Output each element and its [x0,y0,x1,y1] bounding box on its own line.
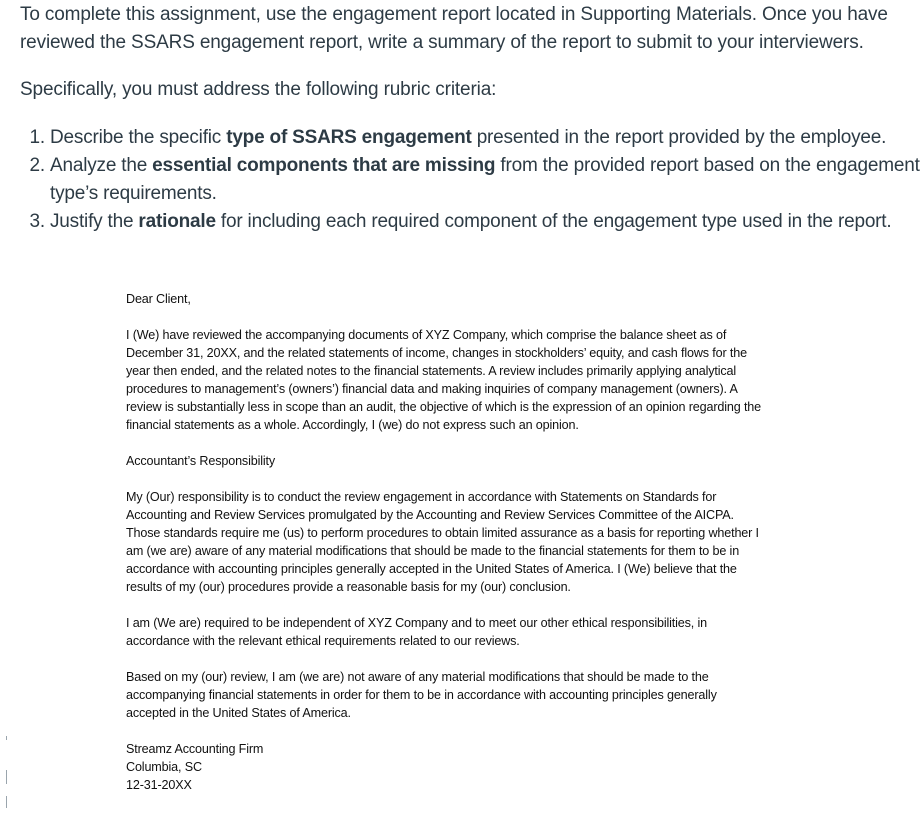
letter-section-heading: Accountant’s Responsibility [126,454,276,468]
letter-paragraph: My (Our) responsibility is to conduct the review engagement in accordance with Statements on Standards for Accounting and Review Services promulgated by the Accounting and Review Services Committee of the AICPA. Those standards require me (us) to perform procedures to obtain limited assurance as a basis for reporting whether I am (we are) aware of any material modifications that should be made to the financial statements for them to be in accordance with accounting principles generally accepted in the United States of America. I (We) believe that the results of my (our) procedures provide a reasonable basis for my (our) conclusion. [126,490,759,594]
intro-text: To complete this assignment, use the engagement report located in Supporting Materials. Once you have reviewed the SSARS engagement report, write a summary of the report to submit to your interviewers. [20,4,888,53]
firm-name: Streamz Accounting Firm [126,742,264,756]
criterion-item: 1. Describe the specific type of SSARS engagement presented in the report provided by the employee. [50,124,920,152]
rubric-lead-text: Specifically, you must address the following rubric criteria: [20,79,497,100]
margin-mark [6,796,7,808]
engagement-report-letter [126,290,766,794]
criterion-emphasis: type of SSARS engagement [226,127,472,148]
margin-mark [6,770,7,784]
letter-paragraph: I am (We are) required to be independent of XYZ Company and to meet our other ethical responsibilities, in accordance with the relevant ethical requirements related to our reviews. [126,616,707,648]
margin-mark [6,736,7,740]
assignment-instructions [20,0,920,236]
letter-signature [126,740,766,794]
letter-salutation: Dear Client, [126,292,191,306]
criterion-item: 2. Analyze the essential components that are missing from the provided report based on the engagement type’s requirements. [50,152,920,208]
criterion-item: 3. Justify the rationale for including each required component of the engagement type used in the report. [50,208,920,236]
letter-paragraph: I (We) have reviewed the accompanying documents of XYZ Company, which comprise the balance sheet as of December 31, 20XX, and the related statements of income, changes in stockholders’ equity, and cash flows for the year then ended, and the related notes to the financial statements. A review includes primarily applying analytical procedures to management’s (owners’) financial data and making inquiries of company management (owners). A review is substantially less in scope than an audit, the objective of which is the expression of an opinion regarding the financial statements as a whole. Accordingly, I (we) do not express such an opinion. [126,328,762,432]
criterion-emphasis: rationale [138,211,216,232]
letter-date: 12-31-20XX [126,778,192,792]
letter-paragraph: Based on my (our) review, I am (we are) not aware of any material modifications that should be made to the accompanying financial statements in order for them to be in accordance with accounting principles generally accepted in the United States of America. [126,670,717,720]
firm-location: Columbia, SC [126,760,202,774]
rubric-criteria-list [20,124,920,236]
criterion-emphasis: essential components that are missing [152,155,496,176]
